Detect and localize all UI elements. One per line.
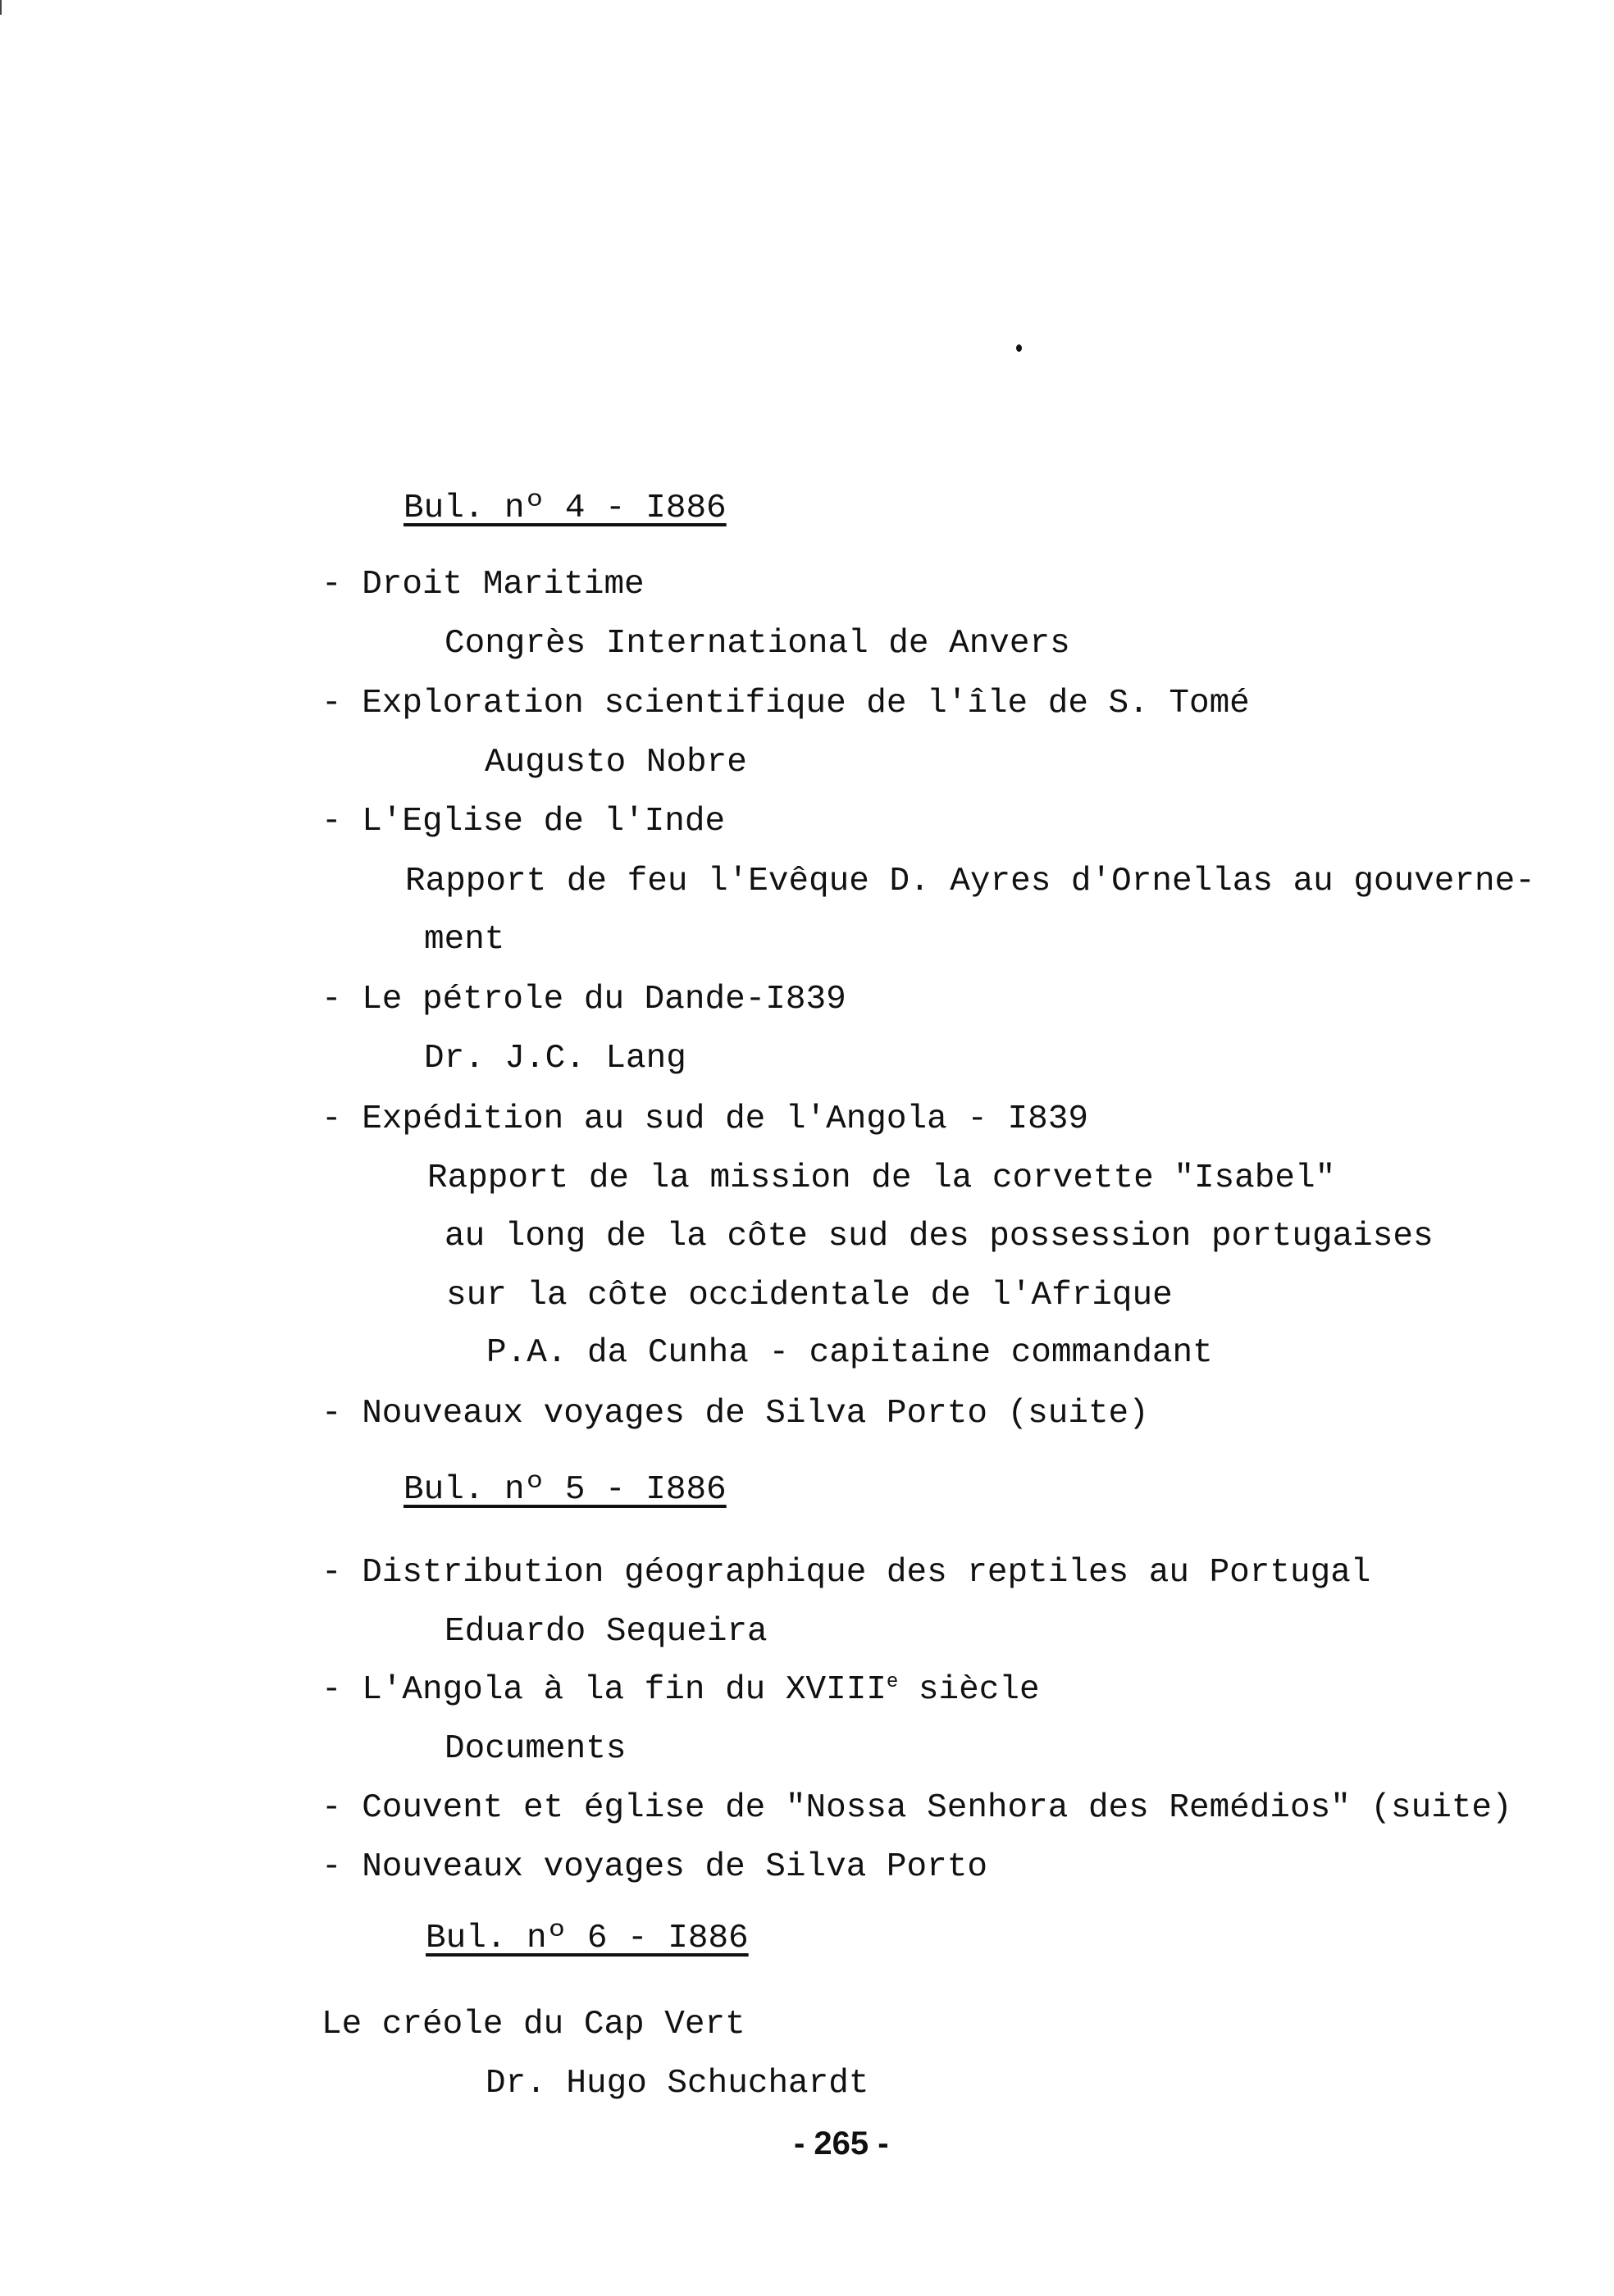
entry-author: Dr. Hugo Schuchardt (486, 2065, 869, 2102)
entry-title: Le créole du Cap Vert (321, 2006, 745, 2043)
entry-description: Rapport de la mission de la corvette "Isabel" (427, 1159, 1336, 1197)
entry-title: - Exploration scientifique de l'île de S. Tomé (321, 685, 1250, 722)
scan-edge-mark (0, 0, 4, 15)
entry-title: - Droit Maritime (321, 566, 645, 604)
entry-title: - L'Eglise de l'Inde (321, 803, 726, 840)
entry-title: - Couvent et église de "Nossa Senhora des Remédios" (suite) (321, 1789, 1512, 1827)
entry-author: Eduardo Sequeira (445, 1613, 768, 1651)
entry-title: - Nouveaux voyages de Silva Porto (suite) (321, 1395, 1149, 1433)
entry-author: Augusto Nobre (485, 744, 747, 781)
ink-speck (1016, 344, 1022, 352)
entry-title-text: - L'Angola à la fin du XVIII (321, 1671, 887, 1709)
entry-title: - Le pétrole du Dande-I839 (321, 981, 846, 1018)
entry-title: - Expédition au sud de l'Angola - I839 (321, 1100, 1088, 1138)
entry-author: Documents (445, 1730, 627, 1768)
section-heading-bul-5: Bul. nº 5 - I886 (404, 1471, 727, 1509)
entry-title (321, 1670, 1040, 1710)
entry-title: - Nouveaux voyages de Silva Porto (321, 1848, 987, 1886)
entry-title: - Distribution géographique des reptiles au Portugal (321, 1554, 1371, 1592)
superscript: e (886, 1671, 899, 1693)
entry-title-text: siècle (898, 1671, 1040, 1709)
entry-author: P.A. da Cunha - capitaine commandant (486, 1334, 1213, 1372)
section-heading-bul-6: Bul. nº 6 - I886 (426, 1920, 749, 1957)
entry-description: Rapport de feu l'Evêque D. Ayres d'Ornellas au gouverne- (405, 863, 1535, 900)
entry-description: au long de la côte sud des possession portugaises (445, 1218, 1434, 1255)
entry-description: sur la côte occidentale de l'Afrique (446, 1277, 1173, 1314)
section-heading-bul-4: Bul. nº 4 - I886 (404, 490, 727, 527)
entry-description: ment (424, 921, 505, 959)
entry-author: Congrès International de Anvers (445, 625, 1070, 663)
entry-author: Dr. J.C. Lang (424, 1040, 686, 1077)
page-number: - 265 - (794, 2125, 889, 2162)
